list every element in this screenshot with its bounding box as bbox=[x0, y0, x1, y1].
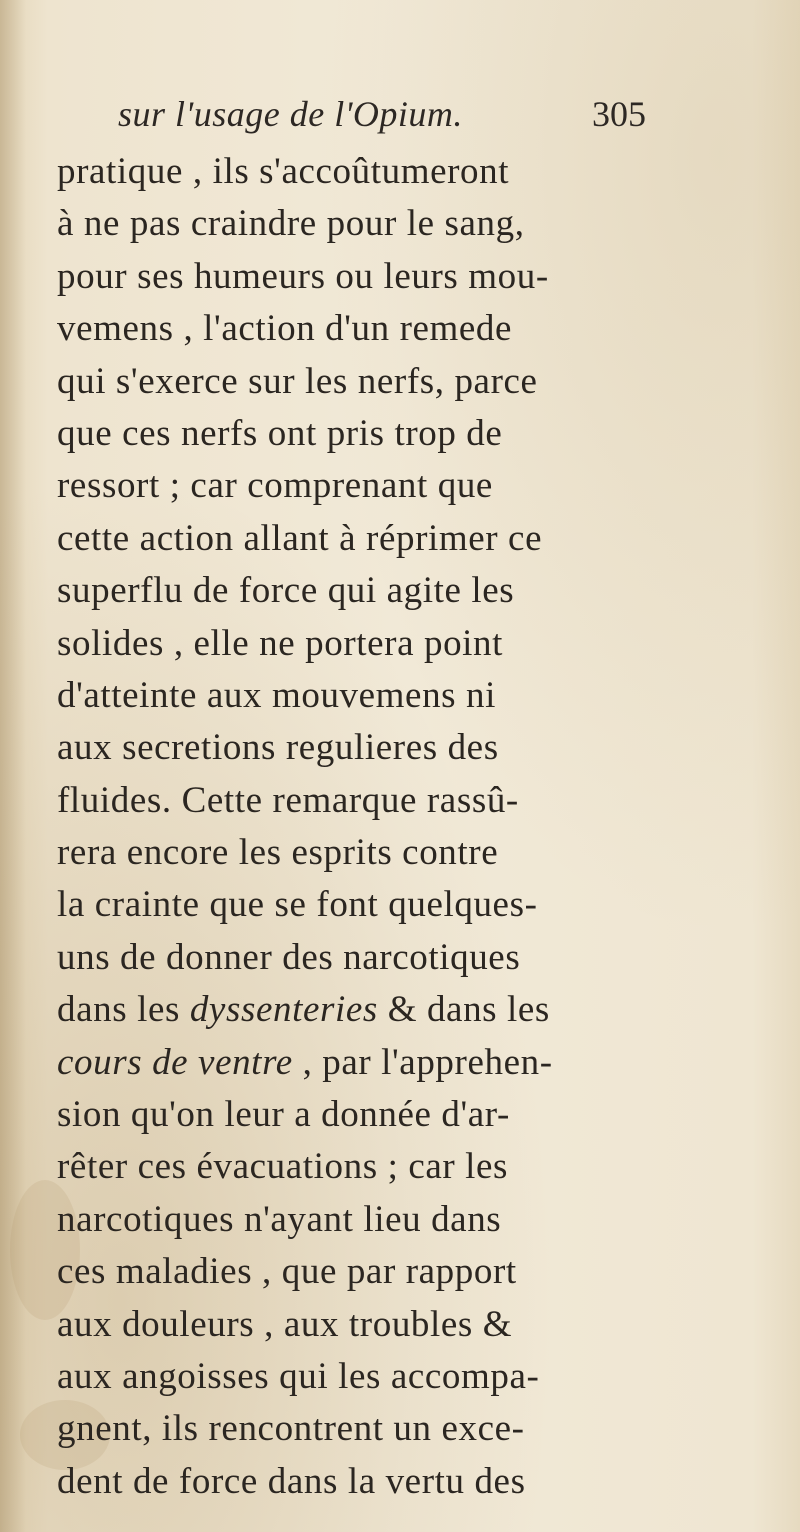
text-line bbox=[57, 1246, 657, 1298]
text-segment: dans les bbox=[57, 989, 190, 1031]
text-line bbox=[57, 775, 657, 827]
text-line bbox=[57, 251, 657, 303]
text-line bbox=[57, 1403, 657, 1455]
text-segment: ces maladies , que par rapport bbox=[57, 1251, 517, 1293]
text-segment: superflu de force qui agite les bbox=[57, 570, 515, 612]
text-line bbox=[57, 1141, 657, 1193]
text-segment: narcotiques n'ayant lieu dans bbox=[57, 1198, 502, 1240]
text-line bbox=[57, 984, 657, 1036]
text-line bbox=[57, 356, 657, 408]
text-line bbox=[57, 618, 657, 670]
text-segment: pour ses humeurs ou leurs mou- bbox=[57, 255, 549, 297]
text-segment: sion qu'on leur a donnée d'ar- bbox=[57, 1094, 510, 1136]
text-line bbox=[57, 1299, 657, 1351]
text-segment: solides , elle ne portera point bbox=[57, 622, 504, 664]
text-segment: la crainte que se font quelques- bbox=[57, 884, 538, 926]
text-line bbox=[57, 722, 657, 774]
text-segment: à ne pas craindre pour le sang, bbox=[57, 203, 525, 245]
text-segment: qui s'exerce sur les nerfs, parce bbox=[57, 360, 538, 402]
text-line bbox=[57, 879, 657, 931]
text-line bbox=[57, 670, 657, 722]
running-title: sur l'usage de l'Opium. bbox=[118, 94, 463, 134]
italic-text: cours de ventre bbox=[57, 1041, 293, 1083]
text-line bbox=[57, 1089, 657, 1141]
text-segment: rêter ces évacuations ; car les bbox=[57, 1146, 509, 1188]
text-line bbox=[57, 1351, 657, 1403]
text-segment: , par l'apprehen- bbox=[292, 1041, 553, 1083]
text-segment: dent de force dans la vertu des bbox=[57, 1460, 526, 1502]
page-number: 305 bbox=[592, 94, 646, 134]
text-line bbox=[57, 198, 657, 250]
body-text bbox=[57, 146, 657, 1508]
text-segment: que ces nerfs ont pris trop de bbox=[57, 412, 503, 454]
text-segment: uns de donner des narcotiques bbox=[57, 936, 521, 978]
italic-text: dyssenteries bbox=[189, 989, 378, 1031]
text-line bbox=[57, 1194, 657, 1246]
text-line bbox=[57, 460, 657, 512]
text-line bbox=[57, 146, 657, 198]
text-segment: aux angoisses qui les accompa- bbox=[57, 1355, 540, 1397]
text-segment: d'atteinte aux mouvemens ni bbox=[57, 674, 497, 716]
text-segment: ressort ; car comprenant que bbox=[57, 465, 493, 507]
text-segment: fluides. Cette remarque rassû- bbox=[57, 779, 519, 821]
text-segment: gnent, ils rencontrent un exce- bbox=[57, 1408, 525, 1450]
running-header bbox=[118, 92, 658, 136]
text-segment: pratique , ils s'accoûtumeront bbox=[57, 151, 510, 192]
text-segment: aux douleurs , aux troubles & bbox=[57, 1303, 513, 1345]
text-line bbox=[57, 408, 657, 460]
text-line bbox=[57, 565, 657, 617]
text-segment: cette action allant à réprimer ce bbox=[57, 517, 543, 559]
text-line bbox=[57, 303, 657, 355]
text-line bbox=[57, 827, 657, 879]
text-line bbox=[57, 513, 657, 565]
text-segment: vemens , l'action d'un remede bbox=[57, 308, 513, 350]
text-segment: rera encore les esprits contre bbox=[57, 832, 499, 874]
text-segment: & dans les bbox=[377, 989, 550, 1031]
text-line bbox=[57, 1456, 657, 1508]
text-line bbox=[57, 1037, 657, 1089]
text-segment: aux secretions regulieres des bbox=[57, 727, 499, 769]
text-line bbox=[57, 932, 657, 984]
